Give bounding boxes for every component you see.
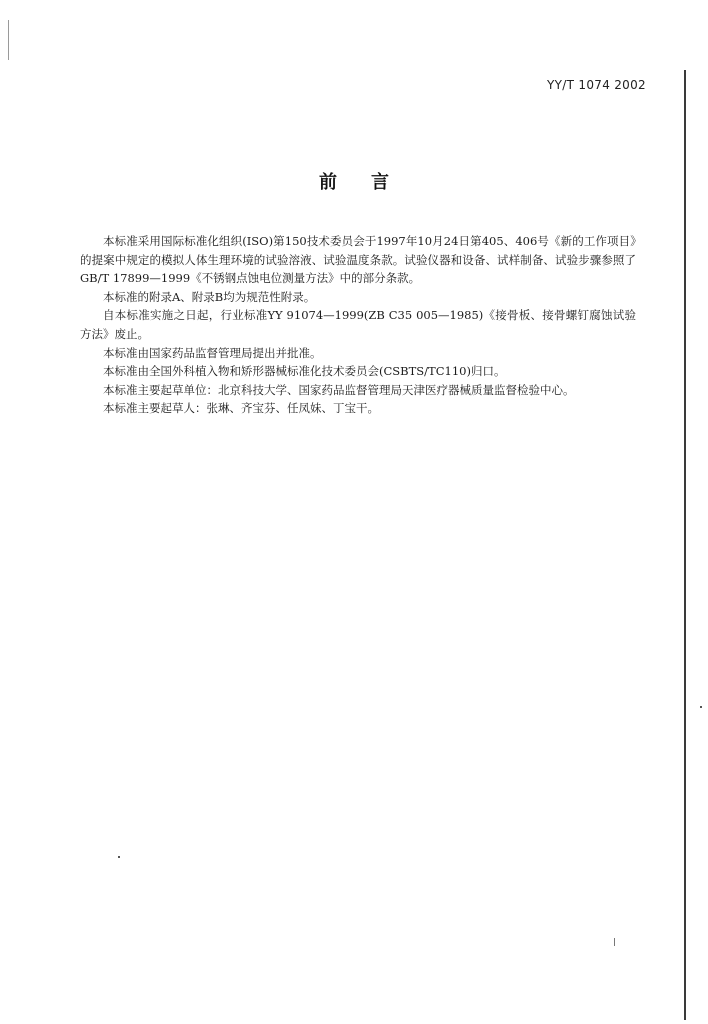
scan-speck bbox=[700, 706, 702, 708]
paragraph-responsible-committee: 本标准由全国外科植入物和矫形器械标准化技术委员会(CSBTS/TC110)归口。 bbox=[103, 364, 506, 379]
paragraph-adoption: 本标准采用国际标准化组织(ISO)第150技术委员会于1997年10月24日第405、406号《新的工作项目》的提案中规定的模拟人体生理环境的试验溶液、试验温度条款。试验仪器和设备、试样制备、试验步骤参照了GB/T 17899—1999《不锈钢点蚀电位测量方法》中的部分条款。 bbox=[80, 234, 636, 286]
paragraph-annexes: 本标准的附录A、附录B均为规范性附录。 bbox=[103, 289, 316, 304]
paragraph-supersedes: 自本标准实施之日起，行业标准YY 91074—1999(ZB C35 005—1985)《接骨板、接骨螺钉腐蚀试验方法》废止。 bbox=[80, 308, 636, 341]
standard-code: YY/T 1074 2002 bbox=[547, 78, 646, 92]
scan-speck bbox=[118, 856, 120, 858]
paragraph-drafters: 本标准主要起草人：张琳、齐宝芬、任凤妹、丁宝干。 bbox=[103, 401, 379, 416]
scan-edge-mark bbox=[8, 20, 9, 60]
scan-edge-line bbox=[684, 70, 686, 1020]
paragraph-proposed-by: 本标准由国家药品监督管理局提出并批准。 bbox=[103, 345, 322, 360]
paragraph-drafting-units: 本标准主要起草单位：北京科技大学、国家药品监督管理局天津医疗器械质量监督检验中心。 bbox=[103, 382, 575, 397]
page-title: 前言 bbox=[319, 172, 423, 193]
foreword-body bbox=[80, 232, 636, 418]
scan-edge-mark bbox=[614, 938, 615, 946]
